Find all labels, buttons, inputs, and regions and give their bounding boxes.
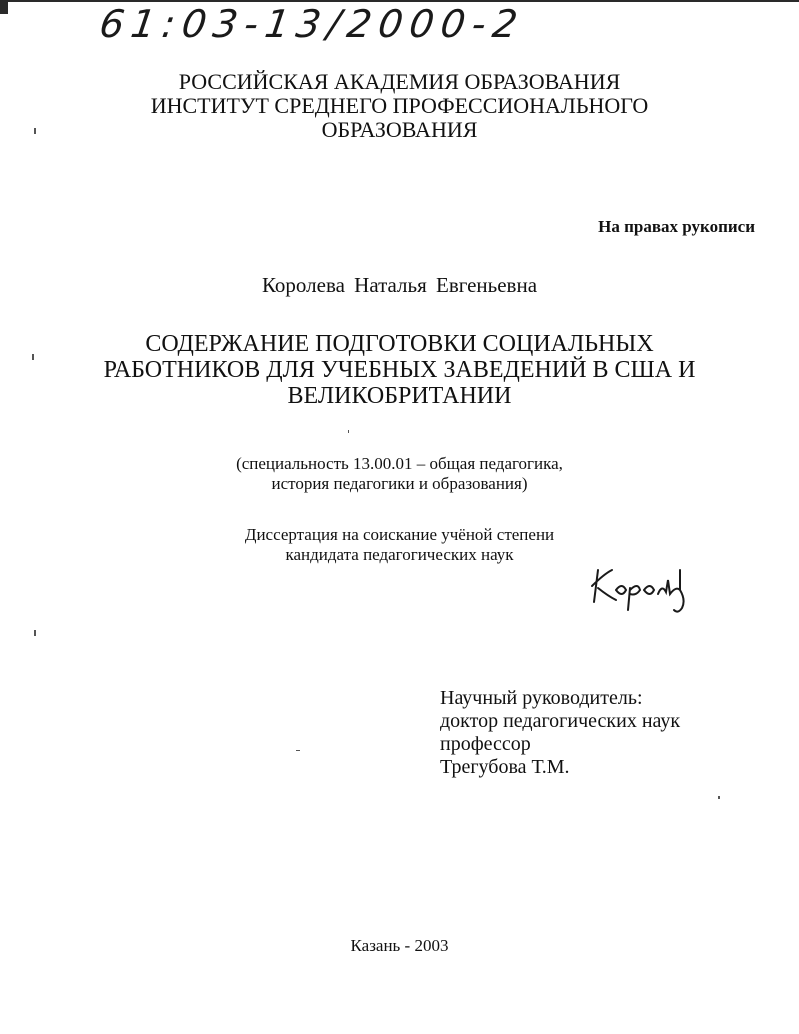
scan-speck (32, 354, 34, 360)
author-name: Королева Наталья Евгеньевна (261, 273, 538, 297)
scan-speck (34, 630, 36, 636)
scan-speck (296, 750, 300, 751)
supervisor-line-4: Трегубова Т.М. (440, 756, 570, 778)
organization-line-1: РОССИЙСКАЯ АКАДЕМИЯ ОБРАЗОВАНИЯ (178, 69, 621, 94)
city-year: Казань - 2003 (350, 936, 449, 955)
title-line-2: РАБОТНИКОВ ДЛЯ УЧЕБНЫХ ЗАВЕДЕНИЙ В США И (103, 357, 696, 383)
degree-info (0, 525, 799, 565)
supervisor-line-1: Научный руководитель: (440, 687, 643, 709)
library-stamp-code: 61:03-13/2000-2 (96, 2, 528, 46)
scan-speck (34, 128, 36, 134)
title-line-3: ВЕЛИКОБРИТАНИИ (287, 383, 512, 409)
dissertation-title (0, 331, 799, 409)
scientific-supervisor (440, 687, 680, 779)
scan-speck (348, 430, 349, 433)
handwritten-signature (588, 560, 698, 616)
scan-edge-left (0, 0, 8, 14)
specialty-info (0, 454, 799, 494)
organization-line-3: ОБРАЗОВАНИЯ (321, 117, 478, 142)
specialty-line-2: история педагогики и образования) (271, 474, 528, 493)
organization-line-2: ИНСТИТУТ СРЕДНЕГО ПРОФЕССИОНАЛЬНОГО (150, 93, 649, 118)
manuscript-rights-note: На правах рукописи (598, 217, 755, 236)
supervisor-line-2: доктор педагогических наук (440, 710, 681, 732)
degree-line-2: кандидата педагогических наук (285, 545, 514, 564)
specialty-line-1: (специальность 13.00.01 – общая педагогика, (236, 454, 563, 473)
supervisor-line-3: профессор (440, 733, 531, 755)
organization-header (0, 70, 799, 142)
degree-line-1: Диссертация на соискание учёной степени (244, 525, 555, 544)
scan-speck (718, 796, 720, 799)
title-line-1: СОДЕРЖАНИЕ ПОДГОТОВКИ СОЦИАЛЬНЫХ (145, 331, 654, 357)
